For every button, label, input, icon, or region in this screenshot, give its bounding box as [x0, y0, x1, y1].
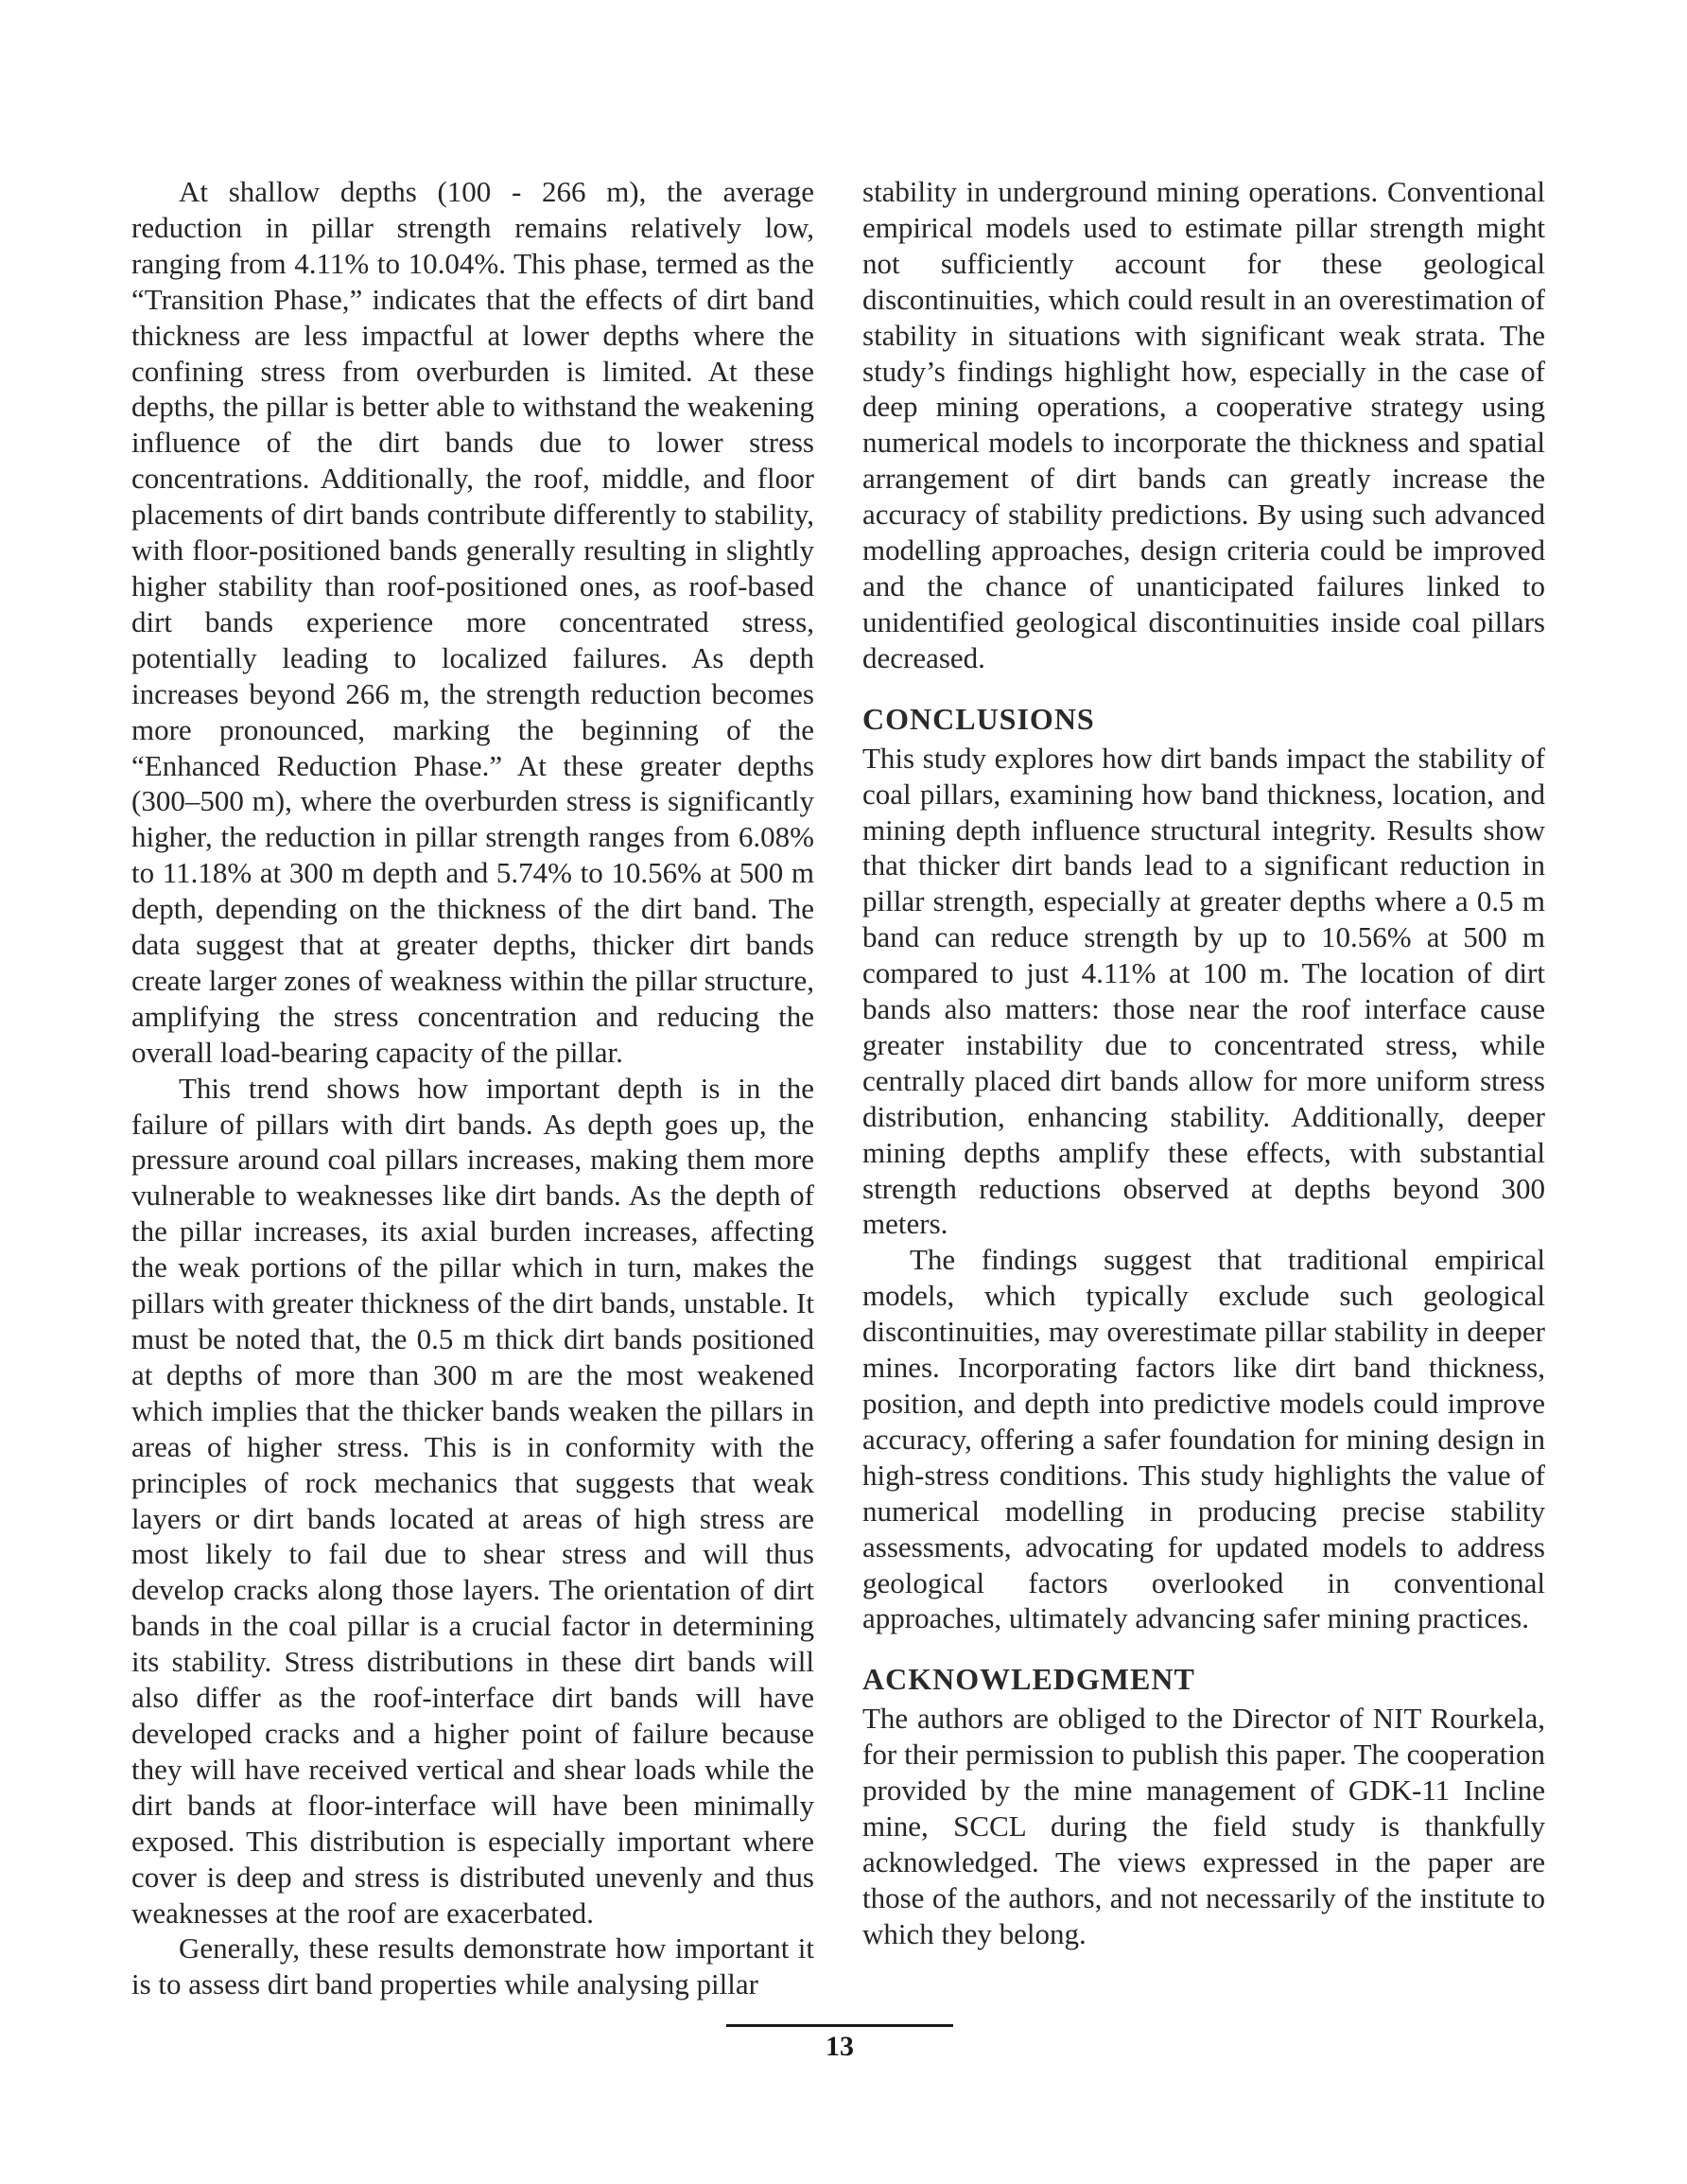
body-paragraph: This trend shows how important depth is in the failure of pillars with dirt bands. As depth goes up, the pressure around coal pillars increases, making them more vulnerable to weaknesses like dirt bands. As the depth of the pillar increases, its axial burden increases, affecting the weak portions of the pillar which in turn, makes the pillars with greater thickness of the dirt bands, unstable. It must be noted that, the 0.5 m thick dirt bands positioned at depths of more than 300 m are the most weakened which implies that the thicker bands weaken the pillars in areas of higher stress. This is in conformity with the principles of rock mechanics that suggests that weak layers or dirt bands located at areas of high stress are most likely to fail due to shear stress and will thus develop cracks along those layers. The orientation of dirt bands in the coal pillar is a crucial factor in determining its stability. Stress distributions in these dirt bands will also differ as the roof-interface dirt bands will have developed cracks and a higher point of failure because they will have received vertical and shear loads while the dirt bands at floor-interface will have been minimally exposed. This distribution is especially important where cover is deep and stress is distributed unevenly and thus weaknesses at the roof are exacerbated. [131, 1071, 814, 1930]
conclusions-paragraph: The findings suggest that traditional empirical models, which typically exclude such geological discontinuities, may overestimate pillar stability in deeper mines. Incorporating factors like dirt band thickness, position, and depth into predictive models could improve accuracy, offering a safer foundation for mining design in high-stress conditions. This study highlights the value of numerical modelling in producing precise stability assessments, advocating for updated models to address geological factors overlooked in conventional approaches, ultimately advancing safer mining practices. [862, 1243, 1545, 1635]
acknowledgment-paragraph: The authors are obliged to the Director of NIT Rourkela, for their permission to publish this paper. The cooperation provided by the mine management of GDK-11 Incline mine, SCCL during the field study is thankfully acknowledged. The views expressed in the paper are those of the authors, and not necessarily of the institute to which they belong. [862, 1702, 1545, 1950]
right-column [862, 174, 1545, 1952]
body-paragraph: Generally, these results demonstrate how important it is to assess dirt band properties while analysing pillar [131, 1931, 814, 2001]
acknowledgment-heading: ACKNOWLEDGMENT [862, 1662, 1195, 1697]
body-paragraph-continuation: stability in underground mining operations. Conventional empirical models used to estimate pillar strength might not sufficiently account for these geological discontinuities, which could result in an overestimation of stability in situations with significant weak strata. The study’s findings highlight how, especially in the case of deep mining operations, a cooperative strategy using numerical models to incorporate the thickness and spatial arrangement of dirt bands can greatly increase the accuracy of stability predictions. By using such advanced modelling approaches, design criteria could be improved and the chance of unanticipated failures linked to unidentified geological discontinuities inside coal pillars decreased. [862, 175, 1545, 674]
conclusions-paragraph: This study explores how dirt bands impact the stability of coal pillars, examining how band thickness, location, and mining depth influence structural integrity. Results show that thicker dirt bands lead to a significant reduction in pillar strength, especially at greater depths where a 0.5 m band can reduce strength by up to 10.56% at 500 m compared to just 4.11% at 100 m. The location of dirt bands also matters: those near the roof interface cause greater instability due to concentrated stress, while centrally placed dirt bands allow for more uniform stress distribution, enhancing stability. Additionally, deeper mining depths amplify these effects, with substantial strength reductions observed at depths beyond 300 meters. [862, 741, 1545, 1241]
page-number: 13 [826, 2031, 854, 2062]
body-paragraph: At shallow depths (100 - 266 m), the average reduction in pillar strength remains relatively low, ranging from 4.11% to 10.04%. This phase, termed as the “Transition Phase,” indicates that the effects of dirt band thickness are less impactful at lower depths where the confining stress from overburden is limited. At these depths, the pillar is better able to withstand the weakening influence of the dirt bands due to lower stress concentrations. Additionally, the roof, middle, and floor placements of dirt bands contribute differently to stability, with floor-positioned bands generally resulting in slightly higher stability than roof-positioned ones, as roof-based dirt bands experience more concentrated stress, potentially leading to localized failures. As depth increases beyond 266 m, the strength reduction becomes more pronounced, marking the beginning of the “Enhanced Reduction Phase.” At these greater depths (300–500 m), where the overburden stress is significantly higher, the reduction in pillar strength ranges from 6.08% to 11.18% at 300 m depth and 5.74% to 10.56% at 500 m depth, depending on the thickness of the dirt band. The data suggest that at greater depths, thicker dirt bands create larger zones of weakness within the pillar structure, amplifying the stress concentration and reducing the overall load-bearing capacity of the pillar. [131, 175, 814, 1069]
left-column [131, 174, 814, 2002]
footer-divider [726, 2024, 953, 2027]
conclusions-heading: CONCLUSIONS [862, 701, 1095, 736]
